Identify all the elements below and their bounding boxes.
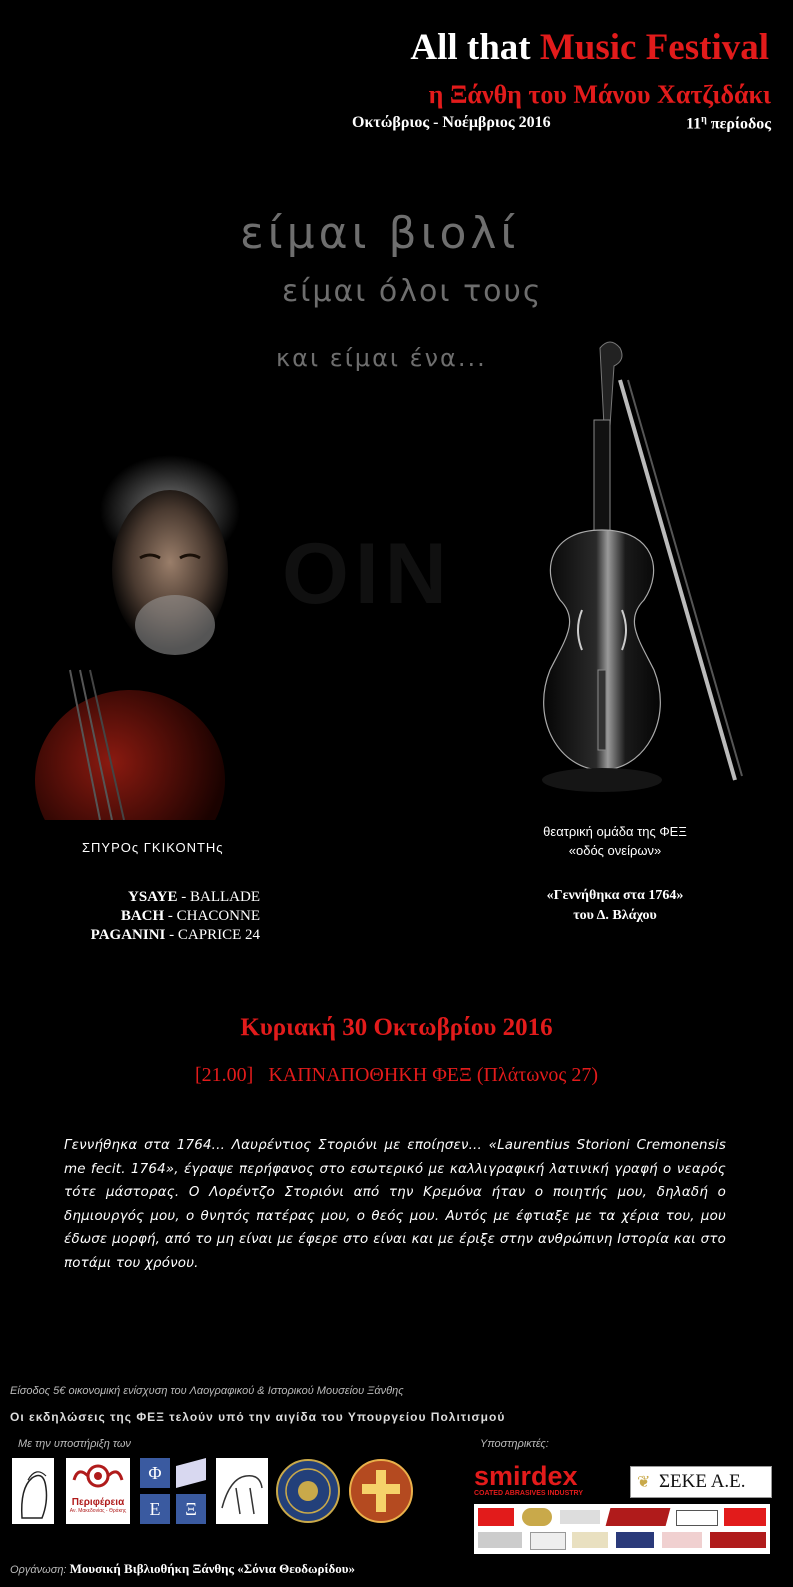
repertoire-list xyxy=(62,888,260,945)
festival-title-white: All that xyxy=(410,27,540,68)
work-title: CAPRICE 24 xyxy=(177,927,260,943)
sponsor-mark xyxy=(710,1532,766,1548)
museum-seal-logo xyxy=(276,1456,340,1526)
story-text: Γεννήθηκα στα 1764... Λαυρέντιος Στοριόνι με επoίησεν... «Laurentius Storioni Cremonensis me fecit. 1764», έγραψε περήφανος στο εσωτερικό με καλλιγραφική λατινική γραφή ο νεαρός τότε μάστορας. Ο Λορέντζο Στοριόνι από την Κρεμόνα ήταν ο ποιητής μου, δηλαδή ο δημιουργός μου, ο θνητός πατέρας μου, ο θεός μου. Αυτός με έφτιαξε με τα χέρια του, μου έδωσε μορφή, από το μη είναι με έφερε στο είναι και με έριξε στην ανθρώπινη Ιστορία και στο ποτάμι του χρόνου. xyxy=(64,1138,726,1271)
troupe-line-2: «οδός ονείρων» xyxy=(568,843,662,858)
aegis-note: Οι εκδηλώσεις της ΦΕΞ τελούν υπό την αιγίδα του Υπουργείου Πολιτισμού xyxy=(10,1410,506,1424)
festival-title-red: Music Festival xyxy=(539,27,769,68)
watermark-text: OIN xyxy=(282,526,453,622)
sponsor-mark xyxy=(616,1532,654,1548)
festival-title xyxy=(410,26,769,69)
composer-name: PAGANINI xyxy=(90,927,166,943)
fex-xi: Ξ xyxy=(176,1494,206,1524)
work-title: CHACONNE xyxy=(176,908,260,924)
bust-icon xyxy=(12,1458,54,1524)
entry-fee-note: Είσοδος 5€ οικονομική ενίσχυση του Λαογραφικού & Ιστορικού Μουσείου Ξάνθης xyxy=(10,1385,404,1397)
period-number: 11 xyxy=(686,115,702,133)
bust-logo xyxy=(12,1458,54,1524)
support-label: Με την υποστήριξη των xyxy=(18,1438,131,1450)
composer-name: BACH xyxy=(120,908,165,924)
fex-logo xyxy=(140,1458,208,1524)
event-venue: ΚΑΠΝΑΠΟΘΗΚΗ ΦΕΞ (Πλάτωνος 27) xyxy=(268,1064,598,1086)
repertoire-separator: - xyxy=(165,927,178,943)
periferia-name: Περιφέρεια xyxy=(71,1497,125,1508)
festival-period xyxy=(686,114,771,133)
event-time: [21.00] xyxy=(194,1064,254,1086)
festival-subtitle: η Ξάνθη του Μάνου Χατζιδάκι xyxy=(428,80,771,109)
violinist-portrait xyxy=(30,450,270,820)
poem-line-1: είμαι βιολί xyxy=(240,208,520,259)
event-venue-line xyxy=(0,1064,793,1087)
smirdex-tagline: COATED ABRASIVES INDUSTRY xyxy=(474,1490,584,1497)
sponsor-mark xyxy=(676,1510,718,1526)
sponsor-mark xyxy=(478,1532,522,1548)
sponsor-grid xyxy=(474,1504,770,1554)
smirdex-logo xyxy=(474,1462,604,1497)
theatre-troupe xyxy=(500,822,730,860)
periferia-logo xyxy=(66,1458,130,1524)
church-seal-logo xyxy=(348,1456,414,1526)
repertoire-separator: - xyxy=(164,908,177,924)
smirdex-name: smirdex xyxy=(474,1461,578,1491)
play-title: «Γεννήθηκα στα 1764» xyxy=(546,888,684,903)
organizer-label: Οργάνωση: xyxy=(10,1564,67,1576)
sponsor-mark xyxy=(560,1510,600,1524)
sponsor-mark xyxy=(606,1508,671,1526)
sponsor-mark xyxy=(522,1508,552,1526)
seke-leaf-icon: ❦ xyxy=(637,1474,651,1491)
sponsor-mark xyxy=(572,1532,608,1548)
horse-sketch-icon xyxy=(216,1458,268,1524)
sketch-logo xyxy=(216,1458,268,1524)
play-author: του Δ. Βλάχου xyxy=(573,908,657,923)
organizer-line xyxy=(10,1561,355,1577)
troupe-line-1: θεατρική ομάδα της ΦΕΞ xyxy=(543,824,687,839)
festival-dates: Οκτώβριος - Νοέμβριος 2016 xyxy=(352,114,551,131)
period-word: περίοδος xyxy=(706,115,771,133)
fex-block xyxy=(176,1458,206,1488)
period-sup: η xyxy=(701,114,707,125)
performer-name: ΣΠΥΡΟς ΓΚΙΚΟΝΤΗς xyxy=(82,840,224,855)
play-info xyxy=(500,886,730,926)
event-date: Κυριακή 30 Οκτωβρίου 2016 xyxy=(240,1014,553,1041)
fex-phi: Φ xyxy=(140,1458,170,1488)
seke-logo xyxy=(630,1466,772,1498)
sponsor-mark xyxy=(724,1508,766,1526)
repertoire-item xyxy=(62,926,260,945)
organizer-name: Μουσική Βιβλιοθήκη Ξάνθης «Σόνια Θεοδωρίδου» xyxy=(69,1561,356,1576)
repertoire-item xyxy=(62,888,260,907)
work-title: BALLADE xyxy=(190,889,260,905)
repertoire-item xyxy=(62,907,260,926)
sponsor-mark xyxy=(478,1508,514,1526)
sponsors-label: Υποστηρικτές: xyxy=(480,1438,549,1450)
ornament-icon xyxy=(66,1458,130,1492)
repertoire-separator: - xyxy=(177,889,190,905)
composer-name: YSAYE xyxy=(128,889,178,905)
poem-line-2: είμαι όλοι τους xyxy=(282,274,543,309)
periferia-region: Αν. Μακεδονίας - Θράκης xyxy=(69,1508,127,1514)
seke-name: ΣΕΚΕ Α.Ε. xyxy=(659,1471,746,1492)
sponsor-mark xyxy=(662,1532,702,1548)
poem-line-3: και είμαι ένα... xyxy=(276,344,487,372)
sponsor-mark xyxy=(530,1532,566,1550)
fex-epsilon: Ε xyxy=(140,1494,170,1524)
violin-illustration xyxy=(520,340,750,820)
